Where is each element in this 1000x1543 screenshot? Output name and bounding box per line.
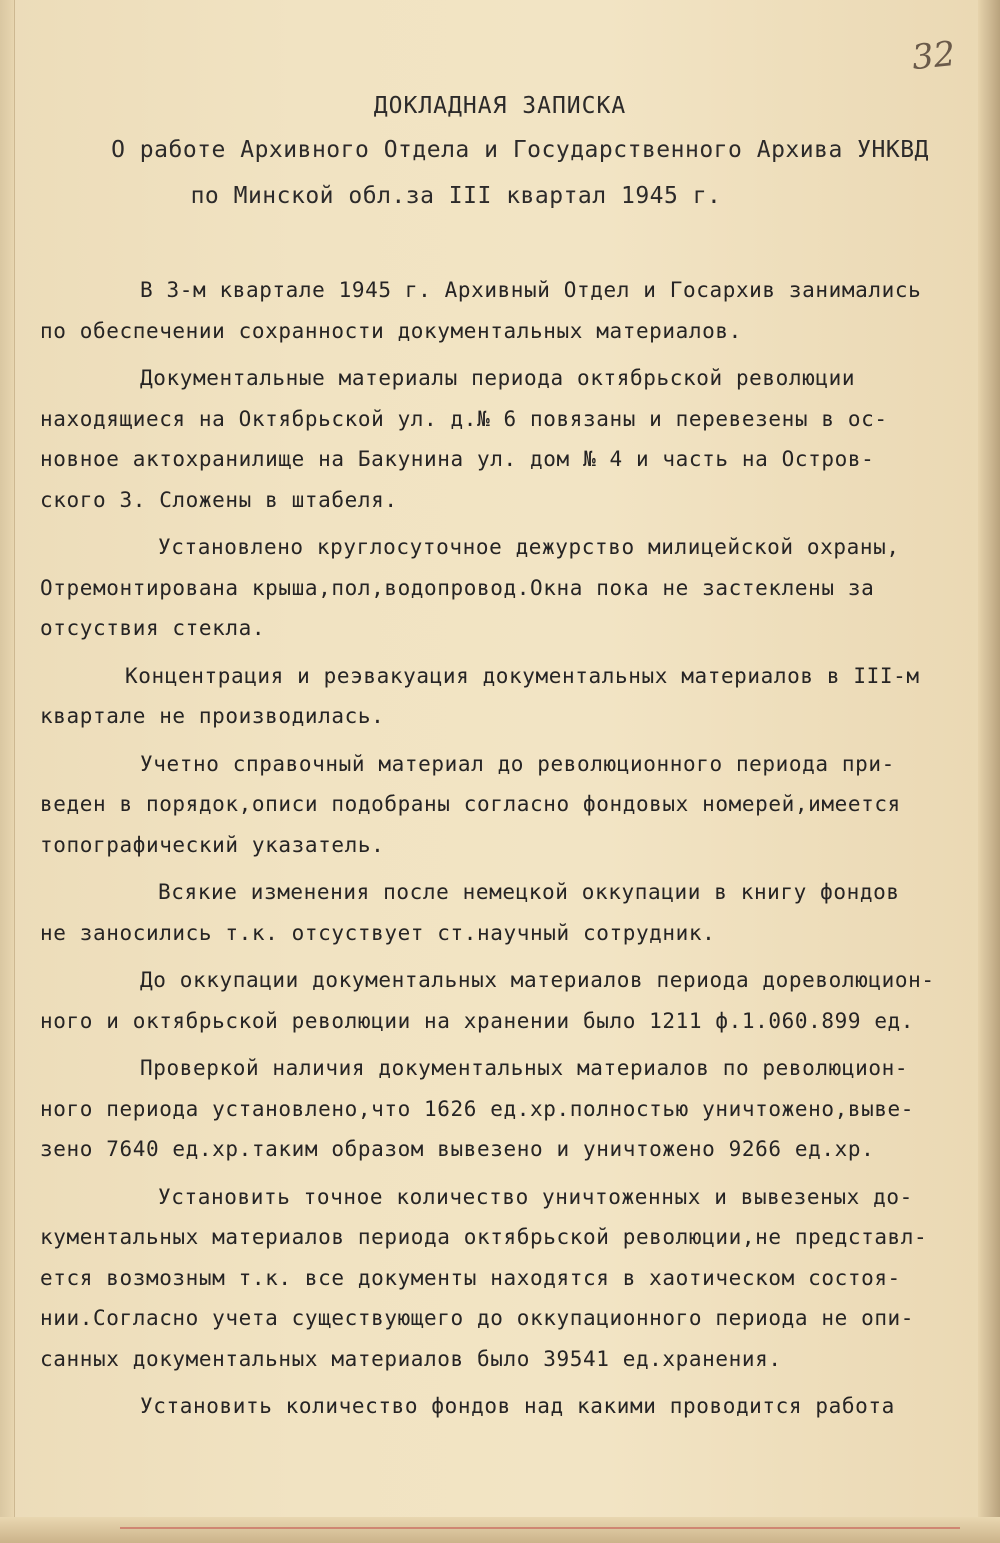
paragraph xyxy=(40,1386,980,1427)
text-line: Учетно справочный материал до революционного периода при- xyxy=(140,751,895,776)
text-line: зено 7640 ед.хр.таким образом вывезено и уничтожено 9266 ед.хр. xyxy=(40,1137,875,1161)
paragraph xyxy=(40,744,980,866)
document-title: ДОКЛАДНАЯ ЗАПИСКА xyxy=(373,93,627,119)
text-line: по обеспечении сохранности документальных материалов. xyxy=(40,318,742,343)
text-line: Всякие изменения после немецкой оккупации в книгу фондов xyxy=(158,880,900,904)
text-line: Установлено круглосуточное дежурство милицейской охраны, xyxy=(158,535,900,559)
document-subtitle-line2: по Минской обл.за III квартал 1945 г. xyxy=(190,183,722,209)
text-line: находящиеся на Октябрьской ул. д.№ 6 повязаны и перевезены в ос- xyxy=(40,406,888,431)
text-line: новное актохранилище на Бакунина ул. дом № 4 и часть на Остров- xyxy=(40,447,875,471)
text-line: нии.Согласно учета существующего до оккупационного периода не опи- xyxy=(40,1306,915,1330)
document-body xyxy=(40,270,980,1434)
paragraph xyxy=(40,527,980,649)
text-line: ного и октябрьской революции на хранении было 1211 ф.1.060.899 ед. xyxy=(40,1008,915,1033)
text-line: ского 3. Сложены в штабеля. xyxy=(40,487,398,512)
paragraph xyxy=(40,872,980,953)
ruled-line xyxy=(120,1527,960,1529)
text-line: Установить количество фондов над какими проводится работа xyxy=(140,1394,895,1418)
paragraph xyxy=(40,656,980,737)
text-line: веден в порядок,описи подобраны согласно фондовых номерей,имеется xyxy=(40,792,901,816)
folio-number: 32 xyxy=(910,33,958,79)
text-line: санных документальных материалов было 39541 ед.хранения. xyxy=(40,1346,782,1371)
paragraph xyxy=(40,358,980,520)
text-line: кументальных материалов периода октябрьской революции,не представл- xyxy=(40,1225,928,1249)
document-subtitle: О работе Архивного Отдела и Государственного Архива УНКВД xyxy=(111,137,929,163)
text-line: В 3-м квартале 1945 г. Архивный Отдел и Госархив занимались xyxy=(140,278,922,302)
text-line: ется возмозным т.к. все документы находятся в хаотическом состоя- xyxy=(40,1265,901,1290)
text-line: не заносились т.к. отсуствует ст.научный сотрудник. xyxy=(40,920,716,945)
text-line: ного периода установлено,что 1626 ед.хр.полностью уничтожено,выве- xyxy=(40,1096,915,1121)
text-line: Концентрация и реэвакуация документальных материалов в III-м xyxy=(125,663,920,688)
paragraph xyxy=(40,1177,980,1380)
text-line: Проверкой наличия документальных материалов по революцион- xyxy=(140,1056,909,1080)
paragraph xyxy=(40,960,980,1041)
page-edge-right xyxy=(978,0,1000,1543)
binding-spine xyxy=(0,0,15,1543)
text-line: отсуствия стекла. xyxy=(40,616,266,640)
text-line: Установить точное количество уничтоженных и вывезеных до- xyxy=(158,1184,913,1209)
paragraph xyxy=(40,1048,980,1170)
text-line: Отремонтирована крыша,пол,водопровод.Окна пока не застеклены за xyxy=(40,575,875,600)
page-edge-bottom xyxy=(0,1517,1000,1543)
paragraph xyxy=(40,270,980,351)
text-line: Документальные материалы периода октябрьской революции xyxy=(140,366,856,390)
text-line: До оккупации документальных материалов периода дореволюцион- xyxy=(140,968,935,992)
text-line: топографический указатель. xyxy=(40,832,385,857)
text-line: квартале не производилась. xyxy=(40,704,385,728)
